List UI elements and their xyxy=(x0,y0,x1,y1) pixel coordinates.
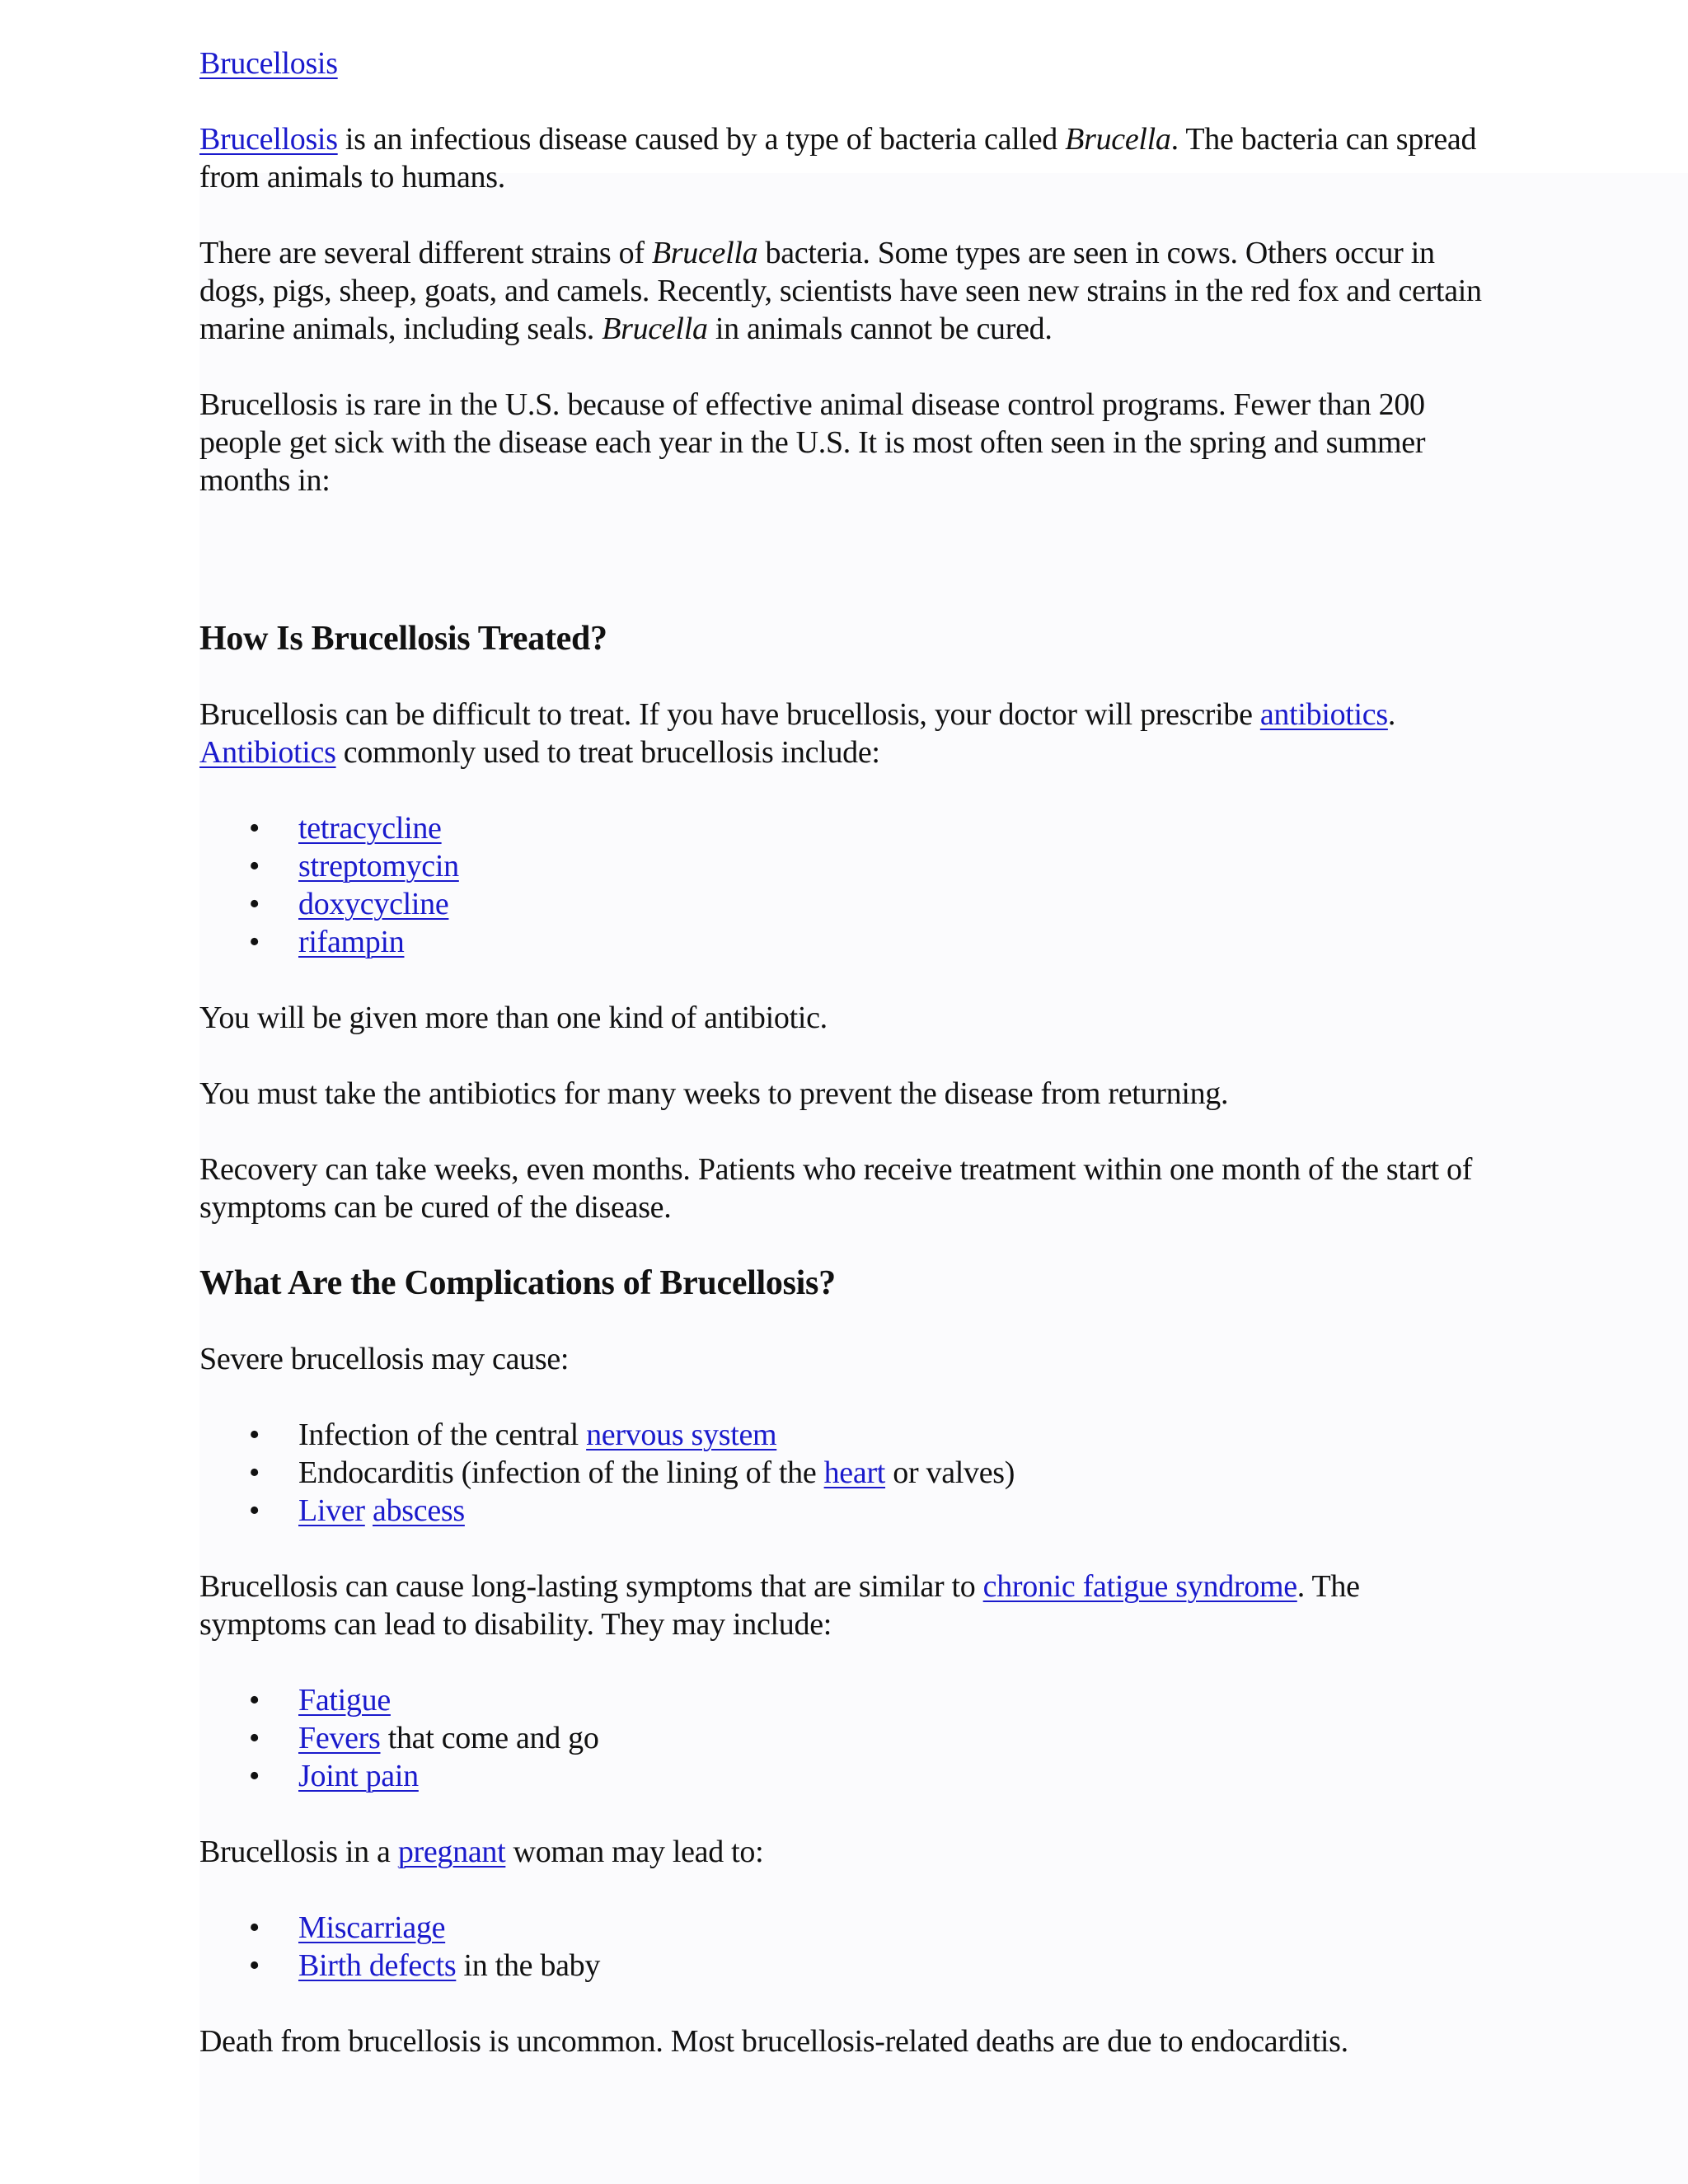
doxycycline-link[interactable]: doxycycline xyxy=(298,887,449,921)
brucellosis-title-link[interactable]: Brucellosis xyxy=(199,46,338,81)
tetracycline-link[interactable]: tetracycline xyxy=(298,811,442,846)
brucellosis-link[interactable]: Brucellosis xyxy=(199,122,338,157)
many-weeks-paragraph: You must take the antibiotics for many weeks to prevent the disease from returning. xyxy=(199,1076,1229,1111)
heart-link[interactable]: heart xyxy=(823,1455,886,1490)
list-item xyxy=(199,1909,1485,1947)
document-content xyxy=(199,45,1485,2060)
antibiotics-link[interactable]: antibiotics xyxy=(1259,697,1388,732)
death-paragraph: Death from brucellosis is uncommon. Most brucellosis-related deaths are due to endocarditis. xyxy=(199,2024,1348,2059)
list-item: • Fevers that come and go xyxy=(199,1719,1485,1757)
intro-paragraph: Brucellosis is an infectious disease caused by a type of bacteria called Brucella. The bacteria can spread from animals to humans. xyxy=(199,122,1477,194)
pregnant-link[interactable]: pregnant xyxy=(397,1835,506,1869)
list-item xyxy=(199,1492,1485,1530)
list-item xyxy=(199,847,1485,885)
symptom-list xyxy=(199,1681,1485,1795)
list-item xyxy=(199,1757,1485,1795)
recovery-paragraph: Recovery can take weeks, even months. Patients who receive treatment within one month of the start of symptoms can be cured of the disease. xyxy=(199,1152,1473,1225)
antibiotics-link-2[interactable]: Antibiotics xyxy=(199,735,336,770)
long-lasting-paragraph: Brucellosis can cause long-lasting symptoms that are similar to chronic fatigue syndrome. The symptoms can lead to disability. They may include: xyxy=(199,1569,1360,1642)
list-item: • Endocarditis (infection of the lining of the heart or valves) xyxy=(199,1454,1485,1492)
abscess-link[interactable]: abscess xyxy=(373,1493,465,1528)
pregnancy-list xyxy=(199,1909,1485,1985)
treat-paragraph: Brucellosis can be difficult to treat. If you have brucellosis, your doctor will prescribe antibiotics. Antibiotics commonly used to treat brucellosis include: xyxy=(199,697,1396,770)
miscarriage-link[interactable]: Miscarriage xyxy=(298,1910,446,1945)
section-gap xyxy=(199,499,1485,618)
list-item: • Birth defects in the baby xyxy=(199,1947,1485,1985)
severe-list xyxy=(199,1416,1485,1530)
list-item xyxy=(199,809,1485,847)
rifampin-link[interactable]: rifampin xyxy=(298,925,405,959)
treated-heading: How Is Brucellosis Treated? xyxy=(199,620,607,658)
chronic-fatigue-link[interactable]: chronic fatigue syndrome xyxy=(982,1569,1297,1604)
fevers-link[interactable]: Fevers xyxy=(298,1721,381,1755)
birth-defects-link[interactable]: Birth defects xyxy=(298,1948,457,1983)
antibiotic-list xyxy=(199,809,1485,961)
strains-paragraph: There are several different strains of Brucella bacteria. Some types are seen in cows. Others occur in dogs, pigs, sheep, goats, and camels. Recently, scientists have seen new strains in the red fox and certain marine animals, including seals. Brucella in animals cannot be cured. xyxy=(199,236,1482,346)
severe-intro-paragraph: Severe brucellosis may cause: xyxy=(199,1342,570,1376)
fatigue-link[interactable]: Fatigue xyxy=(298,1683,391,1718)
liver-link[interactable]: Liver xyxy=(298,1493,365,1528)
rare-paragraph: Brucellosis is rare in the U.S. because of effective animal disease control programs. Fewer than 200 people get sick with the disease each year in the U.S. It is most often seen in the spring and summer months in: xyxy=(199,387,1426,498)
joint-pain-link[interactable]: Joint pain xyxy=(298,1759,419,1793)
complications-heading: What Are the Complications of Brucellosis? xyxy=(199,1264,836,1302)
pregnant-paragraph: Brucellosis in a pregnant woman may lead to: xyxy=(199,1835,764,1869)
list-item: • Infection of the central nervous system xyxy=(199,1416,1485,1454)
streptomycin-link[interactable]: streptomycin xyxy=(298,849,459,883)
list-item xyxy=(199,923,1485,961)
more-than-one-paragraph: You will be given more than one kind of antibiotic. xyxy=(199,1001,828,1035)
nervous-system-link[interactable]: nervous system xyxy=(586,1418,777,1452)
list-item xyxy=(199,1681,1485,1719)
list-item xyxy=(199,885,1485,923)
